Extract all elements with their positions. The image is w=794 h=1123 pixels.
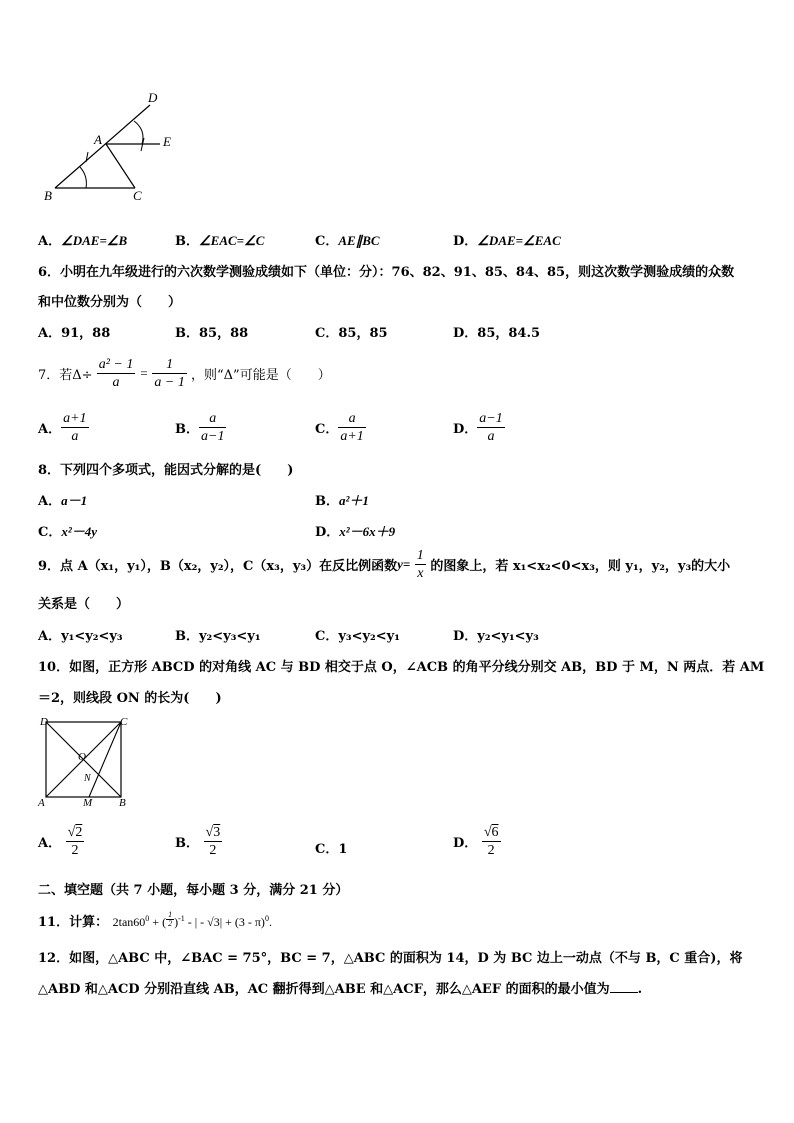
- q7-option-a[interactable]: A． $\frac{a+1}{a}$: [38, 411, 87, 444]
- q7-option-b[interactable]: B． $\frac{a}{a-1}$: [175, 411, 225, 444]
- answer-blank[interactable]: [610, 980, 638, 993]
- q6-stem-line1: 6．小明在九年级进行的六次数学测验成绩如下（单位：分）：76、82、91、85、84、85，则这次数学测验成绩的众数: [38, 265, 735, 280]
- label-m: M: [83, 797, 93, 809]
- bisector-cm: [89, 722, 121, 797]
- label-b: B: [119, 797, 126, 809]
- q7-option-d[interactable]: D． $\frac{a-1}{a}$: [453, 411, 503, 444]
- q10-stem-line1: 10．如图，正方形 ABCD 的对角线 AC 与 BD 相交于点 O，∠ACB 的角平分线分别交 AB，BD 于 M，N 两点．若 AM: [38, 660, 765, 675]
- q7-stem: 7．若Δ÷ $\frac{\text{a² − 1}}{a}$ = $\frac{1}{a - 1}$ ，则“Δ”可能是（ ）: [38, 357, 331, 390]
- label-c: C: [120, 716, 128, 728]
- q12-stem-line1: 12．如图，△ABC 中，∠BAC = 75°，BC = 7，△ABC 的面积为 14，D 为 BC 边上一动点（不与 B，C 重合)，将: [38, 951, 743, 966]
- q9-stem-line1: 9．点 A（x₁，y₁），B（x₂，y₂），C（x₃，y₃）在反比例函数y= $\frac{1}{x}$ 的图象上，若 x₁<x₂<0<x₃，则 y₁，y₂，y₃的大小: [38, 548, 731, 581]
- q12-stem-line2: △ABD 和△ACD 分别沿直线 AB，AC 翻折得到△ABE 和△ACF，那么△AEF 的面积的最小值为 .: [38, 982, 643, 997]
- q7-fraction-1: $\frac{\text{a² − 1}}{a}$: [98, 357, 134, 390]
- q5-option-c[interactable]: C．AE∥BC: [315, 233, 380, 249]
- q6-stem-line2: 和中位数分别为（ ）: [38, 295, 182, 310]
- angle-arc-dae: [134, 121, 143, 144]
- q8-option-d[interactable]: D．x²－6x＋9: [315, 524, 396, 540]
- q9-option-a[interactable]: A．y₁<y₂<y₃: [38, 629, 123, 644]
- q7-option-c[interactable]: C． $\frac{a}{a+1}$: [315, 411, 364, 444]
- q5-option-d[interactable]: D．∠DAE=∠EAC: [453, 233, 561, 249]
- q10-stem-line2: ＝2，则线段 ON 的长为( ): [38, 691, 222, 706]
- q10-option-a[interactable]: A． $\frac{√2}{2}$: [38, 825, 83, 858]
- q8-stem: 8．下列四个多项式，能因式分解的是( ): [38, 463, 294, 478]
- line-a-to-c: [106, 144, 135, 188]
- q11-stem: 11．计算： $2\tan 60^0$ + ( $\frac{1}{2}$ )$^{-1}$ - | - √3| + (3 - π)$^0$.: [38, 910, 272, 930]
- label-e: E: [163, 134, 171, 149]
- q9-option-c[interactable]: C．y₃<y₂<y₁: [315, 629, 400, 644]
- q9-option-d[interactable]: D．y₂<y₁<y₃: [453, 629, 539, 644]
- q10-option-d[interactable]: D． $\frac{√6}{2}$: [453, 825, 499, 858]
- label-o: O: [78, 751, 86, 763]
- q9-fraction: $\frac{1}{x}$: [416, 548, 424, 581]
- q8-option-b[interactable]: B．a²＋1: [315, 493, 369, 509]
- label-n: N: [84, 773, 91, 784]
- q7-fraction-2: $\frac{1}{a - 1}$: [154, 357, 185, 390]
- label-b: B: [44, 188, 52, 203]
- q6-option-c[interactable]: C．85，85: [315, 326, 388, 341]
- q9-stem-line2: 关系是（ ）: [38, 597, 130, 612]
- label-c: C: [133, 188, 142, 203]
- figure-triangle-abc: [38, 88, 188, 208]
- q8-option-a[interactable]: A．a－1: [38, 493, 88, 509]
- q5-option-b[interactable]: B．∠EAC=∠C: [175, 233, 265, 249]
- q6-option-d[interactable]: D．85，84.5: [453, 326, 541, 341]
- section-heading: 二、填空题（共 7 小题，每小题 3 分，满分 21 分）: [38, 883, 349, 898]
- line-b-to-d: [55, 105, 150, 188]
- q6-option-a[interactable]: A．91，88: [38, 326, 111, 341]
- label-d: D: [40, 716, 48, 728]
- q6-option-b[interactable]: B．85，88: [175, 326, 249, 341]
- label-a: A: [38, 797, 45, 809]
- angle-arc-b: [80, 167, 86, 188]
- q10-option-b[interactable]: B． $\frac{√3}{2}$: [175, 825, 221, 858]
- q9-option-b[interactable]: B．y₂<y₃<y₁: [175, 629, 261, 644]
- figure-square-abcd: [36, 714, 136, 810]
- q10-option-c[interactable]: C．1: [315, 842, 348, 857]
- q8-option-c[interactable]: C．x²－4y: [38, 524, 98, 540]
- q5-option-a[interactable]: A．∠DAE=∠B: [38, 233, 128, 249]
- label-d: D: [148, 90, 158, 105]
- label-a: A: [94, 132, 102, 147]
